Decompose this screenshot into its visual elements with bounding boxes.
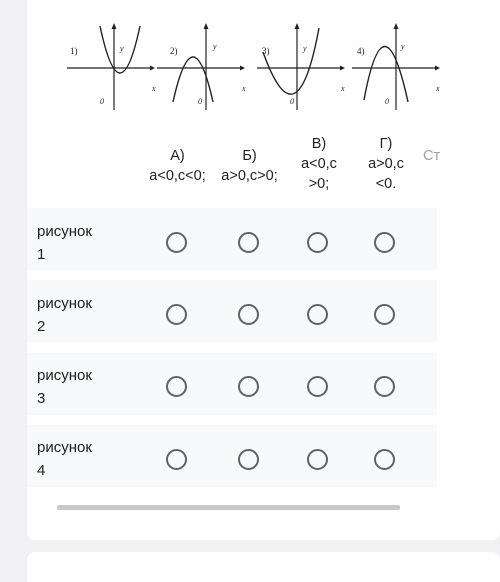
graph-1-x-label: x bbox=[152, 84, 156, 93]
graph-3-x-label: x bbox=[341, 84, 345, 93]
radio-row3-v[interactable] bbox=[307, 376, 328, 397]
graph-2-label: 2) bbox=[170, 46, 178, 56]
radio-row1-v[interactable] bbox=[307, 232, 328, 253]
column-header-g bbox=[353, 134, 419, 194]
radio-row4-a[interactable] bbox=[166, 449, 187, 470]
graph-4-y-label: y bbox=[401, 42, 405, 51]
graph-1-y-label: y bbox=[120, 44, 124, 53]
column-header-truncated bbox=[423, 146, 463, 166]
column-v-option: В) bbox=[311, 136, 327, 152]
row-1-label bbox=[37, 220, 117, 266]
row-1-label-line1: рисунок bbox=[37, 223, 92, 240]
row-1-label-line2: 1 bbox=[37, 246, 46, 263]
graph-3-origin-label: 0 bbox=[290, 97, 294, 106]
radio-row1-b[interactable] bbox=[238, 232, 259, 253]
horizontal-scrollbar[interactable] bbox=[57, 505, 400, 510]
row-4-label-line1: рисунок bbox=[37, 439, 92, 456]
radio-row3-b[interactable] bbox=[238, 376, 259, 397]
graph-3-y-label: y bbox=[303, 44, 307, 53]
row-2-label bbox=[37, 292, 117, 338]
column-g-condition-2: <0. bbox=[375, 176, 397, 192]
column-truncated-option: Ст bbox=[423, 148, 441, 164]
radio-row3-a[interactable] bbox=[166, 376, 187, 397]
radio-row2-a[interactable] bbox=[166, 304, 187, 325]
column-g-option: Г) bbox=[379, 136, 393, 152]
next-question-card bbox=[27, 552, 500, 582]
column-header-b bbox=[212, 146, 287, 186]
radio-row1-g[interactable] bbox=[374, 232, 395, 253]
column-a-option: А) bbox=[170, 148, 185, 164]
radio-row2-b[interactable] bbox=[238, 304, 259, 325]
radio-row1-a[interactable] bbox=[166, 232, 187, 253]
graph-1-label: 1) bbox=[70, 46, 78, 56]
row-3-label bbox=[37, 364, 117, 410]
radio-row4-b[interactable] bbox=[238, 449, 259, 470]
column-g-condition-1: a>0,c bbox=[368, 156, 404, 172]
graph-2-y-label: y bbox=[213, 42, 217, 51]
graph-3-label: 3) bbox=[262, 46, 270, 56]
row-4-label-line2: 4 bbox=[37, 462, 46, 479]
graph-1 bbox=[65, 22, 155, 112]
radio-row2-g[interactable] bbox=[374, 304, 395, 325]
graph-2-x-label: x bbox=[242, 84, 246, 93]
radio-row4-v[interactable] bbox=[307, 449, 328, 470]
row-2-label-line1: рисунок bbox=[37, 295, 92, 312]
radio-row4-g[interactable] bbox=[374, 449, 395, 470]
graph-1-origin-label: 0 bbox=[100, 97, 104, 106]
column-header-a bbox=[140, 146, 215, 186]
column-b-condition: a>0,c>0; bbox=[221, 168, 278, 184]
column-b-option: Б) bbox=[242, 148, 257, 164]
radio-row3-g[interactable] bbox=[374, 376, 395, 397]
row-3-label-line2: 3 bbox=[37, 390, 46, 407]
row-3-label-line1: рисунок bbox=[37, 367, 92, 384]
row-2-label-line2: 2 bbox=[37, 318, 46, 335]
graph-3 bbox=[255, 22, 345, 112]
graph-4-x-label: x bbox=[436, 84, 440, 93]
column-v-condition-2: >0; bbox=[308, 176, 330, 192]
column-v-condition-1: a<0,c bbox=[301, 156, 337, 172]
parabola-graphs-image bbox=[40, 22, 450, 112]
graph-4-origin-label: 0 bbox=[385, 97, 389, 106]
column-header-v bbox=[286, 134, 352, 194]
graph-4 bbox=[350, 22, 440, 112]
graph-4-label: 4) bbox=[357, 46, 365, 56]
radio-row2-v[interactable] bbox=[307, 304, 328, 325]
row-4-label bbox=[37, 436, 117, 482]
column-a-condition: a<0,c<0; bbox=[149, 168, 206, 184]
graph-2-origin-label: 0 bbox=[198, 97, 202, 106]
